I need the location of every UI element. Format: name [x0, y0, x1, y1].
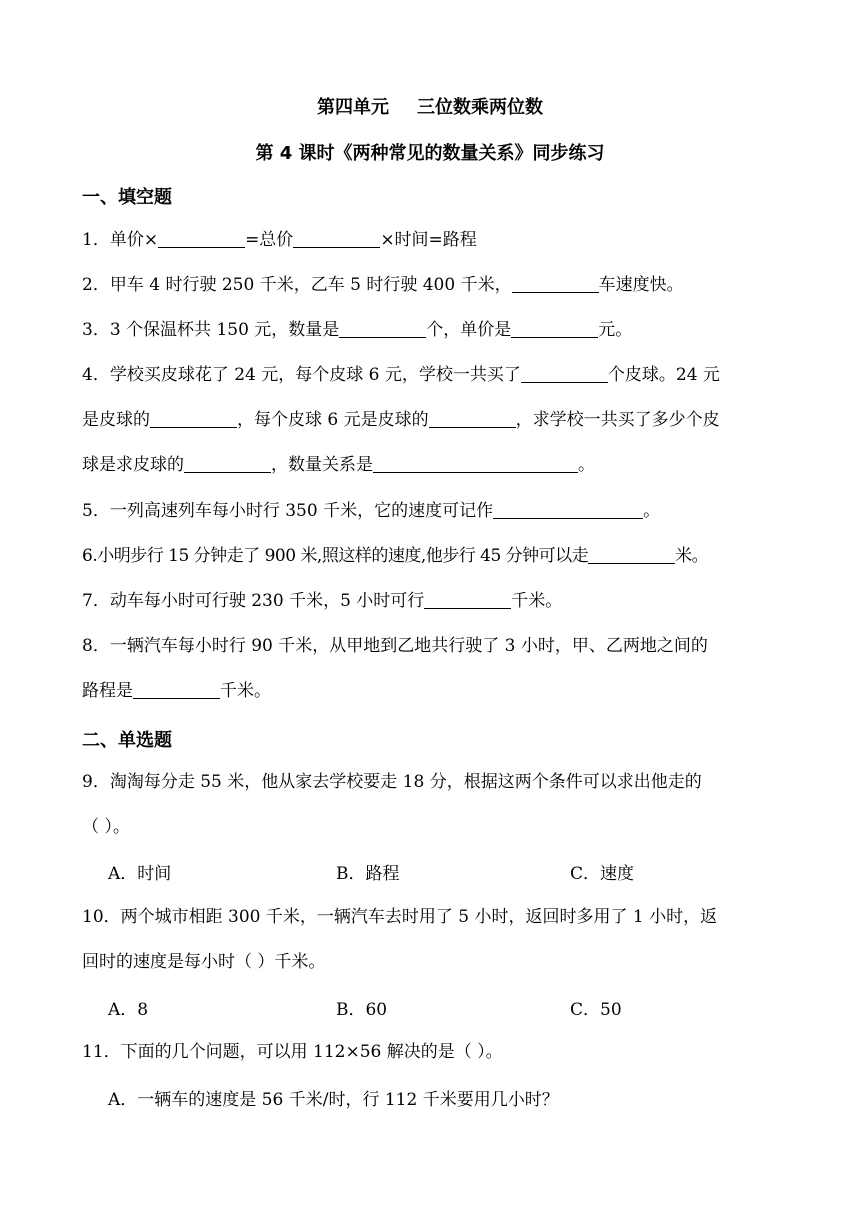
option-b[interactable]: B．60 — [336, 1000, 388, 1020]
answer-blank[interactable] — [588, 543, 675, 564]
answer-blank[interactable] — [150, 407, 237, 428]
answer-blank[interactable] — [339, 317, 426, 338]
unit-label: 第四单元 — [317, 97, 389, 118]
answer-blank[interactable] — [184, 452, 271, 473]
option-a[interactable]: A．一辆车的速度是 56 千米/时，行 112 千米要用几小时？ — [108, 1090, 559, 1110]
option-a[interactable]: A．时间 — [108, 864, 172, 884]
answer-blank[interactable] — [158, 227, 245, 248]
option-a[interactable]: A．8 — [108, 1000, 149, 1020]
unit-title: 三位数乘两位数 — [417, 97, 543, 118]
question-1: 1．单价× =总价 ×时间=路程 — [82, 218, 810, 263]
section-fill-in: 一、填空题 — [82, 187, 172, 208]
question-6: 6.小明步行 15 分钟走了 900 米,照这样的速度,他步行 45 分钟可以走 米。 — [82, 534, 810, 579]
question-4-line-3: 球是求皮球的 ，数量关系是 。 — [82, 443, 810, 488]
question-4-line-2: 是皮球的 ，每个皮球 6 元是皮球的 ，求学校一共买了多少个皮 — [82, 398, 810, 443]
question-8: 8．一辆汽车每小时行 90 千米，从甲地到乙地共行驶了 3 小时，甲、乙两地之间的 路程是 千米。 — [82, 636, 708, 701]
answer-blank[interactable] — [133, 678, 220, 699]
answer-blank[interactable] — [511, 317, 598, 338]
answer-blank[interactable] — [424, 588, 511, 609]
answer-blank[interactable] — [493, 498, 643, 519]
question-11: 11．下面的几个问题，可以用 112×56 解决的是（ ）。 — [82, 1042, 503, 1062]
answer-blank[interactable] — [293, 227, 380, 248]
question-3: 3．3 个保温杯共 150 元，数量是 个，单价是 元。 — [82, 308, 810, 353]
question-7: 7．动车每小时可行驶 230 千米，5 小时可行 千米。 — [82, 579, 810, 624]
question-5: 5．一列高速列车每小时行 350 千米，它的速度可记作 。 — [82, 489, 810, 534]
question-10: 10．两个城市相距 300 千米，一辆汽车去时用了 5 小时，返回时多用了 1 小时，返 回时的速度是每小时（ ）千米。 — [82, 907, 718, 972]
option-c[interactable]: C．50 — [570, 1000, 622, 1020]
question-9: 9．淘淘每分走 55 米，他从家去学校要走 18 分，根据这两个条件可以求出他走的 （ ）。 — [82, 772, 702, 837]
question-4-line-1: 4．学校买皮球花了 24 元，每个皮球 6 元，学校一共买了 个皮球。24 元 — [82, 353, 810, 398]
lesson-title: 第 4 课时《两种常见的数量关系》同步练习 — [255, 143, 605, 164]
answer-blank[interactable] — [521, 362, 608, 383]
option-b[interactable]: B．路程 — [336, 864, 400, 884]
section-single-choice: 二、单选题 — [82, 730, 172, 751]
answer-blank[interactable] — [429, 407, 516, 428]
answer-blank[interactable] — [373, 452, 578, 473]
question-4 — [82, 353, 810, 488]
option-c[interactable]: C．速度 — [570, 864, 635, 884]
answer-blank[interactable] — [512, 272, 599, 293]
unit-heading — [0, 93, 860, 119]
question-2: 2．甲车 4 时行驶 250 千米，乙车 5 时行驶 400 千米， 车速度快。 — [82, 263, 810, 308]
